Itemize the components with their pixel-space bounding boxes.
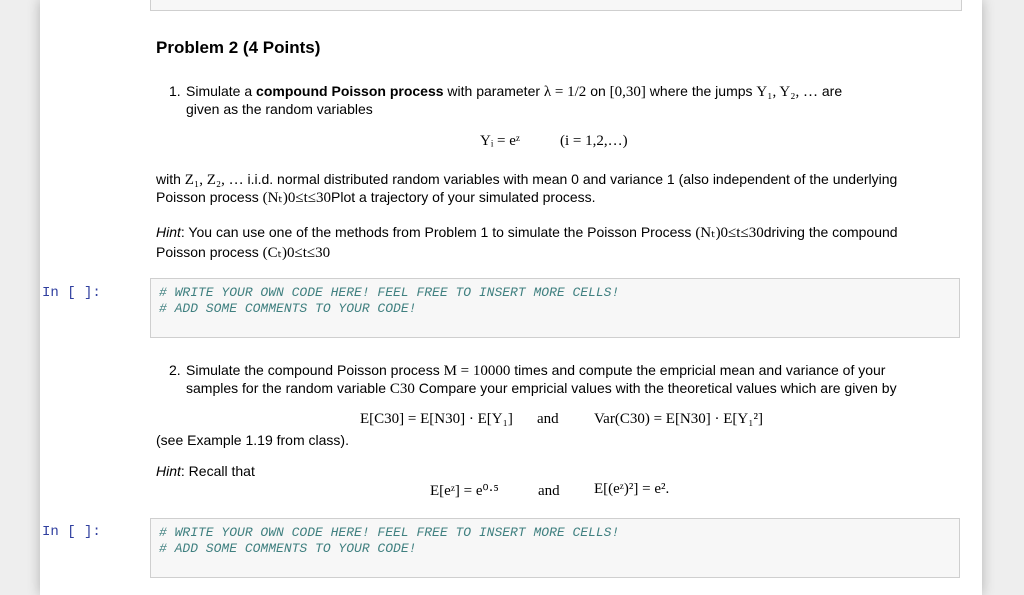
code-comment: # ADD SOME COMMENTS TO YOUR CODE! xyxy=(159,541,417,556)
code-comment: # WRITE YOUR OWN CODE HERE! FEEL FREE TO INSERT MORE CELLS! xyxy=(159,285,620,300)
formula-index: (i = 1,2,…) xyxy=(560,133,628,149)
formula-and: and xyxy=(537,411,559,427)
problem-title: Problem 2 (4 Points) xyxy=(156,38,321,57)
list-number: 2. xyxy=(169,362,181,378)
formula-and-2: and xyxy=(538,483,560,499)
list-number: 1. xyxy=(169,83,181,99)
cell-prompt: In [ ]: xyxy=(42,285,101,301)
poisson-line: Poisson process (Nₜ)0≤t≤30Plot a trajectory of your simulated process. xyxy=(156,189,596,206)
list-item-1: 1. Simulate a compound Poisson process with parameter λ = 1/2 on [0,30] where the jumps Y₁, Y₂, … are xyxy=(169,83,843,100)
list-item-2: 2. Simulate the compound Poisson process M = 10000 times and compute the empricial mean and variance of your xyxy=(169,362,886,379)
code-cell-1[interactable] xyxy=(150,278,960,338)
code-comment: # WRITE YOUR OWN CODE HERE! FEEL FREE TO INSERT MORE CELLS! xyxy=(159,525,620,540)
hint-2: Hint: Recall that xyxy=(156,463,255,479)
previous-code-cell[interactable] xyxy=(150,0,962,11)
hint-formula-2: E[(eᶻ)²] = e². xyxy=(594,481,670,497)
with-line: with Z₁, Z₂, … i.i.d. normal distributed random variables with mean 0 and variance 1 (also independent of the underlying xyxy=(156,171,898,188)
list-item-2-line2: samples for the random variable C30 Compare your empricial values with the theoretical values which are given by xyxy=(186,380,897,397)
bold-term: compound Poisson process xyxy=(256,83,444,99)
cell-prompt: In [ ]: xyxy=(42,524,101,540)
formula-mean: E[C30] = E[N30] · E[Y₁] xyxy=(360,411,513,427)
hint-formula-1: E[eᶻ] = e⁰·⁵ xyxy=(430,483,499,499)
formula-variance: Var(C30) = E[N30] · E[Y₁²] xyxy=(594,411,763,427)
code-comment: # ADD SOME COMMENTS TO YOUR CODE! xyxy=(159,301,417,316)
code-cell-2[interactable] xyxy=(150,518,960,578)
hint-1: Hint: You can use one of the methods from Problem 1 to simulate the Poisson Process (Nₜ)0≤t≤30driving the compound xyxy=(156,224,898,241)
hint-1-line2: Poisson process (Cₜ)0≤t≤30 xyxy=(156,244,331,261)
formula-y: Yᵢ = eᶻ xyxy=(480,133,521,149)
list-item-1-line2: given as the random variables xyxy=(186,101,373,117)
see-example: (see Example 1.19 from class). xyxy=(156,432,349,448)
